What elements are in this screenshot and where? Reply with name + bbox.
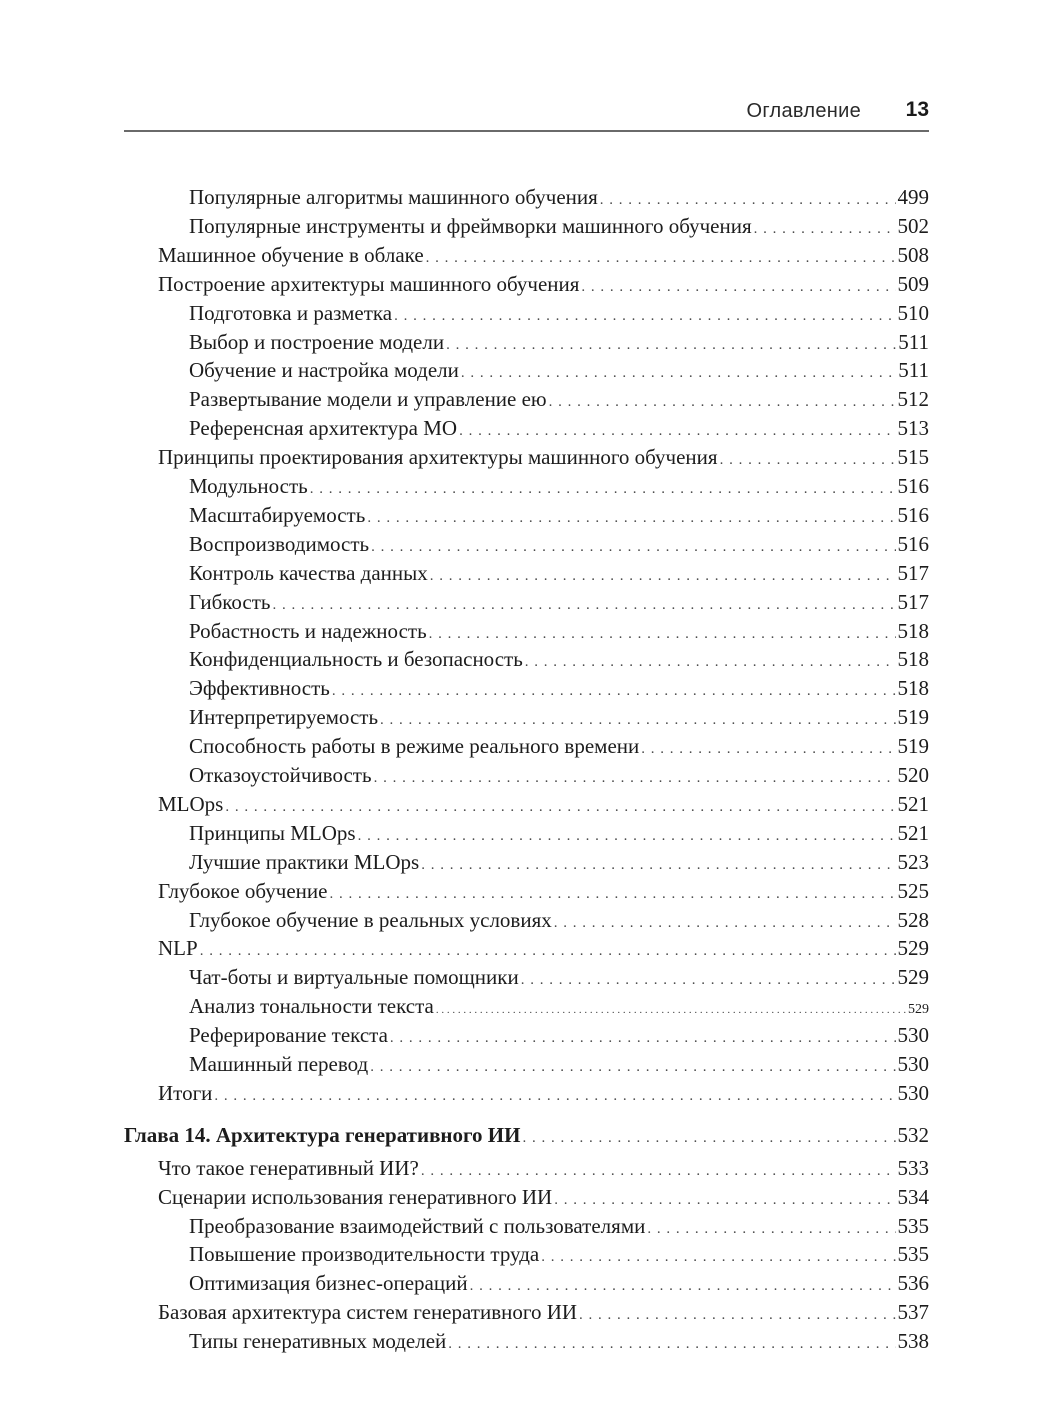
toc-entry [124, 445, 929, 474]
toc-entry [124, 503, 929, 532]
running-header-title: Оглавление [746, 100, 861, 122]
toc-entry [124, 1329, 929, 1358]
dot-leader [641, 741, 895, 758]
toc-entry-page: 518 [897, 618, 929, 643]
dot-leader [430, 568, 896, 585]
toc-entry-title: Глубокое обучение в реальных условиях [189, 907, 552, 932]
dot-leader [549, 394, 896, 411]
toc-entry-title: Популярные инструменты и фреймворки машинного обучения [189, 213, 752, 238]
toc-entry [124, 821, 929, 850]
toc-entry-page: 516 [897, 474, 929, 498]
toc-chapter-entry [124, 1123, 929, 1152]
toc-entry-page: 534 [897, 1184, 929, 1209]
toc-entry-page: 517 [897, 560, 929, 585]
dot-leader [370, 1059, 895, 1076]
dot-leader [421, 857, 895, 874]
toc-entry-page: 511 [898, 329, 929, 354]
toc-entry-title: Способность работы в режиме реального времени [189, 734, 640, 759]
toc-entry-title: Реферирование текста [189, 1023, 388, 1048]
toc-entry-page: 508 [897, 242, 929, 267]
toc-entry-title: Популярные алгоритмы машинного обучения [189, 185, 598, 209]
toc-entry [124, 561, 929, 590]
toc-entry-page: 518 [897, 676, 929, 701]
dot-leader [225, 799, 895, 816]
header-rule [124, 130, 929, 132]
toc-entry-title: Лучшие практики MLOps [189, 849, 420, 874]
toc-entry [124, 850, 929, 879]
page-number: 13 [905, 98, 929, 121]
toc-entry-title: Воспроизводимость [189, 531, 370, 556]
toc-entry [124, 1214, 929, 1243]
dot-leader [273, 597, 896, 614]
toc-entry-page: 537 [897, 1300, 929, 1325]
toc-entry-page: 528 [897, 907, 929, 932]
dot-leader [214, 1088, 895, 1105]
toc-entry [124, 272, 929, 301]
toc-entry-page: 532 [897, 1122, 929, 1147]
toc-entry-title: Модульность [189, 474, 308, 498]
toc-entry-title: Оптимизация бизнес-операций [189, 1271, 468, 1296]
toc-entry [124, 676, 929, 705]
toc-entry-title: Машинное обучение в облаке [158, 242, 424, 267]
toc-entry [124, 214, 929, 243]
toc-entry [124, 416, 929, 445]
toc-entry-title: Глава 14. Архитектура генеративного ИИ [124, 1122, 521, 1147]
toc-entry [124, 532, 929, 561]
toc-entry-page: 521 [897, 791, 929, 816]
dot-leader [358, 828, 896, 845]
dot-leader [461, 365, 896, 382]
toc-entry-title: Выбор и построение модели [189, 329, 445, 354]
toc-entry-title: Референсная архитектура МО [189, 416, 458, 441]
toc-entry [124, 1023, 929, 1052]
dot-leader [554, 1192, 895, 1209]
dot-leader [541, 1249, 895, 1266]
toc-entry [124, 330, 929, 359]
toc-entry-page: 536 [897, 1271, 929, 1296]
toc-entry-page: 516 [897, 502, 929, 527]
toc-entry-page: 518 [897, 647, 929, 672]
toc-entry-title: Принципы MLOps [189, 820, 356, 845]
dot-leader [448, 1336, 895, 1353]
dot-leader [426, 250, 896, 267]
toc-entry-page: 499 [897, 185, 929, 209]
toc-entry-title: Контроль качества данных [189, 560, 428, 585]
toc-entry-title: Подготовка и разметка [189, 300, 393, 325]
toc-entry-title: Интерпретируемость [189, 705, 379, 730]
dot-leader [554, 915, 896, 932]
toc-entry [124, 1156, 929, 1185]
toc-entry-title: Что такое генеративный ИИ? [158, 1155, 419, 1180]
toc-entry [124, 1052, 929, 1081]
toc-entry-page: 538 [897, 1329, 929, 1354]
dot-leader [647, 1221, 895, 1238]
toc-entry [124, 908, 929, 937]
dot-leader [310, 481, 896, 498]
toc-entry [124, 590, 929, 619]
toc-entry-page: 509 [897, 271, 929, 296]
toc-entry [124, 792, 929, 821]
dot-leader [600, 192, 896, 209]
dot-leader [371, 539, 895, 556]
toc-entry [124, 358, 929, 387]
dot-leader [367, 510, 895, 527]
toc-entry-page: 512 [897, 387, 929, 412]
toc-entry-title: Отказоустойчивость [189, 763, 372, 787]
toc-entry-title: Типы генеративных моделей [189, 1329, 447, 1354]
toc-entry-page: 519 [897, 705, 929, 730]
toc-entry-page: 516 [897, 531, 929, 556]
toc-entry-page: 525 [897, 878, 929, 903]
toc-entry [124, 705, 929, 734]
toc-entry-page: 502 [897, 213, 929, 238]
toc-entry-page: 535 [897, 1213, 929, 1238]
toc-entry-title: Конфиденциальность и безопасность [189, 647, 523, 672]
toc-entry-page: 519 [897, 734, 929, 759]
toc-entry-page: 535 [897, 1242, 929, 1267]
toc-entry-title: Повышение производительности труда [189, 1242, 540, 1267]
toc-entry [124, 734, 929, 763]
toc-entry-page: 510 [897, 300, 929, 325]
toc-entry-title: Глубокое обучение [158, 878, 328, 903]
dot-leader [429, 626, 896, 643]
toc-entry-page: 511 [898, 358, 929, 383]
toc-entry [124, 1271, 929, 1300]
toc-entry [124, 619, 929, 648]
toc-entry-page: 530 [897, 1080, 929, 1105]
dot-leader [446, 337, 896, 354]
toc-entry-page: 530 [897, 1052, 929, 1076]
toc-entry-page: 529 [897, 965, 929, 990]
toc-entry [124, 1242, 929, 1271]
toc-entry-title: Робастность и надежность [189, 618, 427, 643]
dot-leader [421, 1163, 896, 1180]
dot-leader [579, 1307, 895, 1324]
toc-entry-title: Чат-боты и виртуальные помощники [189, 965, 519, 990]
dot-leader [470, 1278, 896, 1295]
toc-entry [124, 301, 929, 330]
toc-entry-page: 515 [897, 445, 929, 470]
toc-entry-title: Эффективность [189, 676, 330, 701]
dot-leader [522, 1130, 895, 1147]
toc-entry-page: 513 [897, 416, 929, 441]
toc-entry [124, 387, 929, 416]
toc-entry-page: 533 [897, 1155, 929, 1180]
toc-entry-title: Сценарии использования генеративного ИИ [158, 1184, 553, 1209]
dot-leader [332, 683, 896, 700]
dot-leader [374, 770, 896, 787]
dot-leader [521, 972, 896, 989]
dot-leader [581, 279, 895, 296]
toc-entry-page: 529 [897, 936, 929, 961]
toc-entry-page: 529 [908, 1002, 929, 1018]
dot-leader [329, 886, 895, 903]
toc-entry [124, 1300, 929, 1329]
toc-entry [124, 879, 929, 908]
toc-entry [124, 763, 929, 792]
toc-entry [124, 1185, 929, 1214]
toc-entry-title: Обучение и настройка модели [189, 358, 459, 383]
dot-leader [394, 308, 895, 325]
toc-entry-title: Базовая архитектура систем генеративного ИИ [158, 1300, 578, 1325]
toc-entry [124, 1081, 929, 1110]
dot-leader [525, 654, 896, 671]
toc-entry [124, 185, 929, 214]
toc-entry-title: Принципы проектирования архитектуры машинного обучения [158, 445, 718, 470]
toc-entry-title: Гибкость [189, 589, 271, 614]
dot-leader [200, 943, 896, 960]
toc-entry-title: Развертывание модели и управление ею [189, 387, 547, 412]
toc-entry-page: 530 [897, 1023, 929, 1048]
toc-entry [124, 936, 929, 965]
toc-entry-title: Построение архитектуры машинного обучения [158, 271, 580, 296]
toc-entry-page: 521 [897, 820, 929, 845]
toc-entry-title: NLP [158, 936, 198, 961]
toc-entry [124, 647, 929, 676]
toc-entry-title: MLOps [158, 791, 224, 816]
dot-leader [436, 1004, 906, 1016]
toc-entry [124, 965, 929, 994]
toc-entry-title: Масштабируемость [189, 502, 366, 527]
toc-entry [124, 474, 929, 503]
toc-entry [124, 243, 929, 272]
toc-entry [124, 994, 929, 1023]
toc-entry-title: Анализ тональности текста [189, 994, 434, 1019]
toc-entry-page: 523 [897, 849, 929, 874]
toc-entry-page: 520 [897, 763, 929, 787]
dot-leader [459, 423, 895, 440]
dot-leader [380, 712, 895, 729]
toc-entry-title: Машинный перевод [189, 1052, 369, 1076]
dot-leader [720, 452, 896, 469]
dot-leader [754, 221, 896, 238]
toc-entry-title: Итоги [158, 1080, 213, 1105]
toc-entry-title: Преобразование взаимодействий с пользователями [189, 1213, 646, 1238]
dot-leader [390, 1030, 896, 1047]
running-header [124, 96, 929, 132]
toc-entry-page: 517 [897, 589, 929, 614]
